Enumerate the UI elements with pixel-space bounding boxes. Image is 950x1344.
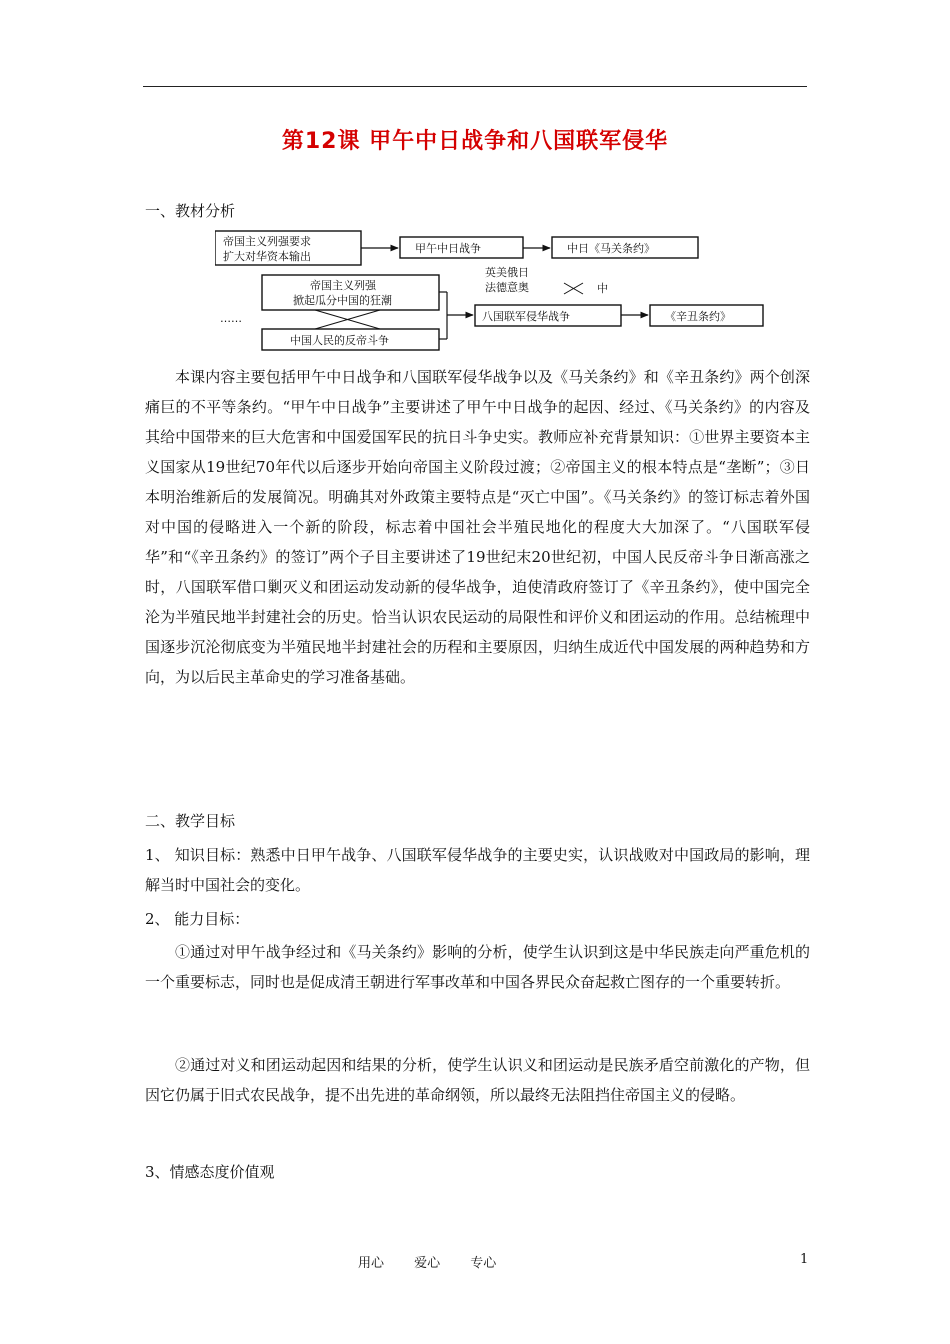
diagram-china-label: 中	[597, 282, 608, 295]
goal-emotion: 3、情感态度价值观	[145, 1163, 275, 1181]
section-heading-goals: 二、教学目标	[145, 812, 236, 830]
diagram-box-partition-line2: 掀起瓜分中国的狂潮	[293, 294, 392, 307]
paragraph-analysis: 本课内容主要包括甲午中日战争和八国联军侵华战争以及《马关条约》和《辛丑条约》两个创深痛巨的不平等条约。“甲午中日战争”主要讲述了甲午中日战争的起因、经过、《马关条约》的内容及其给中国带来的巨大危害和中国爱国军民的抗日斗争史实。教师应补充背景知识：①世界主要资本主义国家从19世纪70年代以后逐步开始向帝国主义阶段过渡；②帝国主义的根本特点是“垄断”；③日本明治维新后的发展简况。明确其对外政策主要特点是“灭亡中国”。《马关条约》的签订标志着外国对中国的侵略进入一个新的阶段，标志着中国社会半殖民地化的程度大大加深了。“八国联军侵华”和“《辛丑条约》的签订”两个子目主要讲述了19世纪末20世纪初，中国人民反帝斗争日渐高涨之时，八国联军借口剿灭义和团运动发动新的侵华战争，迫使清政府签订了《辛丑条约》，使中国完全沦为半殖民地半封建社会的历史。恰当认识农民运动的局限性和评价义和团运动的作用。总结梳理中国逐步沉沦彻底变为半殖民地半封建社会的历程和主要原因，归纳生成近代中国发展的两种趋势和方向，为以后民主革命史的学习准备基础。	[145, 368, 810, 686]
lesson-structure-diagram	[215, 228, 775, 352]
goal-ability: 2、 能力目标：	[145, 910, 250, 928]
diagram-countries-line2: 法德意奥	[485, 281, 529, 294]
diagram-box-resistance-label: 中国人民的反帝斗争	[290, 334, 389, 347]
diagram-box-eight-nation-war-label: 八国联军侵华战争	[482, 310, 570, 323]
footer-motto: 用心 爱心 专心	[358, 1256, 497, 1271]
section-heading-analysis: 一、教材分析	[145, 202, 236, 220]
diagram-countries-line1: 英美俄日	[485, 266, 529, 279]
page-number: 1	[800, 1252, 809, 1267]
diagram-box-shimonoseki-label: 中日《马关条约》	[567, 242, 655, 255]
diagram-dots: ……	[220, 312, 242, 325]
diagram-box-partition-line1: 帝国主义列强	[310, 279, 376, 292]
goal-ability-item-2: ②通过对义和团运动起因和结果的分析，使学生认识义和团运动是民族矛盾空前激化的产物，但因它仍属于旧式农民战争，提不出先进的革命纲领，所以最终无法阻挡住帝国主义的侵略。	[145, 1056, 810, 1104]
goal-ability-item-1: ①通过对甲午战争经过和《马关条约》影响的分析，使学生认识到这是中华民族走向严重危机的一个重要标志，同时也是促成清王朝进行军事改革和中国各界民众奋起救亡图存的一个重要转折。	[145, 943, 810, 991]
goal-knowledge: 1、 知识目标：熟悉中日甲午战争、八国联军侵华战争的主要史实，认识战败对中国政局的影响，理解当时中国社会的变化。	[145, 846, 810, 894]
diagram-box-sino-japanese-war-label: 甲午中日战争	[415, 242, 481, 255]
diagram-box-demand-line2: 扩大对华资本输出	[223, 250, 311, 263]
diagram-box-demand-line1: 帝国主义列强要求	[223, 235, 311, 248]
header-rule	[143, 86, 807, 87]
page-title: 第12课 甲午中日战争和八国联军侵华	[281, 129, 669, 154]
diagram-box-boxer-protocol-label: 《辛丑条约》	[665, 310, 731, 323]
